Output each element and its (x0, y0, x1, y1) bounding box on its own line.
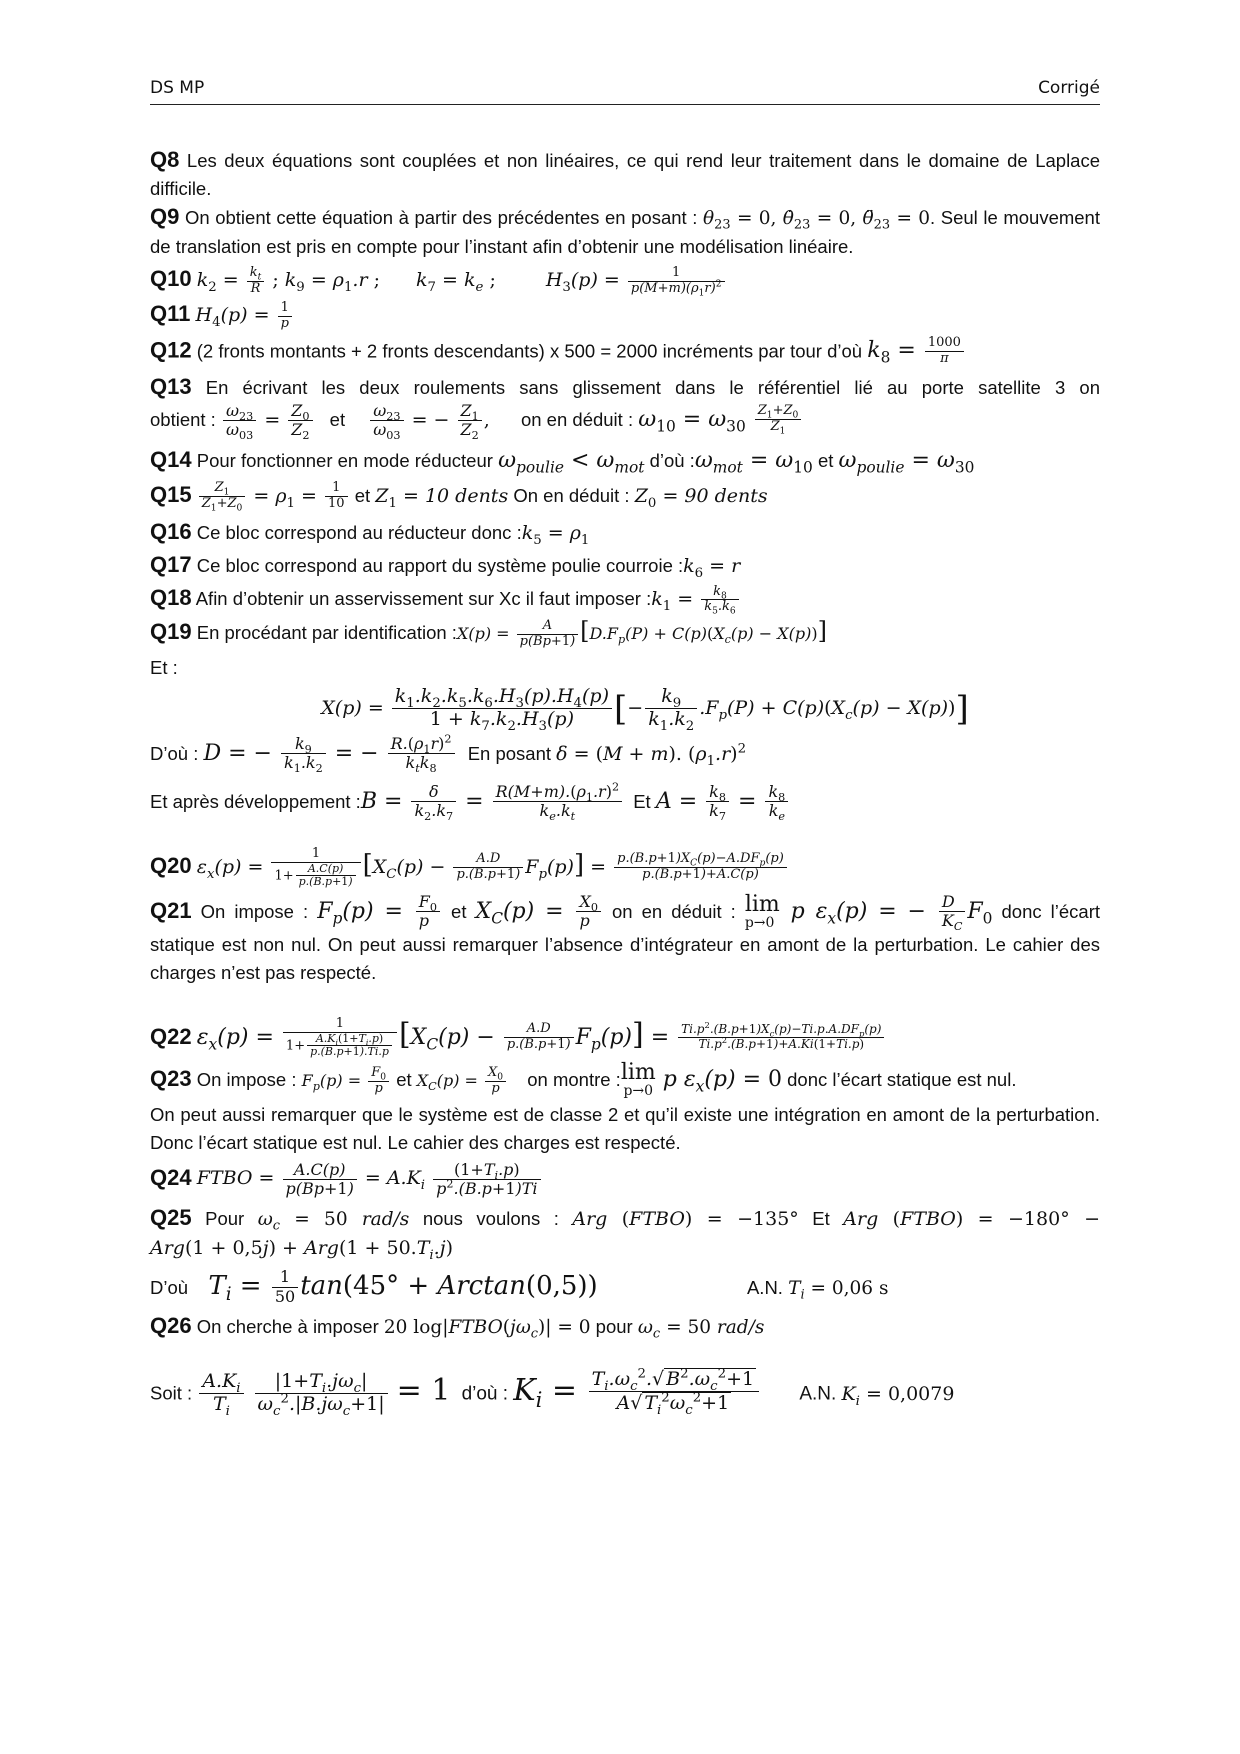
answer-q16 (150, 518, 1100, 547)
answer-q13-cont (150, 400, 1100, 443)
equation-value: −135° (737, 1208, 799, 1231)
answer-text: et (817, 449, 834, 471)
question-label: Q24 (150, 1164, 192, 1190)
question-label: Q22 (150, 1023, 192, 1049)
answer-text: obtient : (150, 408, 216, 430)
answer-text: On peut aussi remarquer que le système est de classe 2 et qu’il existe une intégration en amont de la perturbation. Donc l’écart statique est nul. Le cahier des charges est respecté. (150, 1103, 1100, 1153)
math-formula: $F_p(p)$ = $\frac{F_0}{p}$ (317, 899, 442, 924)
math-formula: Arg (FTBO) = −180° − (843, 1208, 1101, 1231)
math-formula: B = $\frac{\delta}{k_2.k_7}$ = $\frac{R(M+m).(\rho_1.r)^2}{k_e.k_t}$ (361, 789, 624, 814)
answer-q19 (150, 617, 1100, 650)
answer-text: et (396, 1068, 412, 1090)
question-label: Q23 (150, 1065, 192, 1091)
question-label: Q20 (150, 852, 192, 878)
answer-text: On cherche à imposer (196, 1316, 379, 1338)
answer-text: En écrivant les deux roulements sans glissement dans le référentiel lié au porte satellite 3 on (205, 376, 1101, 398)
math-formula: $\omega_{poulie} < \omega_{mot}$ (498, 447, 645, 476)
fraction-numerator: 1000 (925, 336, 964, 352)
math-formula: Arg (FTBO) = −135° (572, 1208, 799, 1231)
answer-q19-dev (150, 780, 1100, 824)
page-header (150, 74, 1100, 105)
math-formula: $K_i = 0,0079$ (841, 1382, 955, 1409)
answer-q19-et (150, 654, 1100, 682)
math-formula: lim p→0 p $\varepsilon_x(p) = 0$ (620, 1059, 782, 1099)
question-label: Q17 (150, 551, 192, 577)
math-formula: $\omega_{poulie} = \omega_{30}$ (838, 447, 975, 476)
answer-text: et (451, 900, 467, 922)
math-formula: D = − $\frac{k_9}{k_1.k_2}$ = − $\frac{R.(\rho_1r)^2}{k_tk_8}$ (203, 741, 456, 766)
math-formula: $\omega_c = 50$ rad/s (637, 1317, 765, 1342)
math-formula: X(p) = $\frac{k_1.k_2.k_5.k_6.H_3(p).H_4(p)}{1 + k_7.k_2.H_3(p)}$ [− $\frac{k_9}{k_1.k_2}$ $.F_p(P) + C(p)(X_c(p) - X(p))$] (321, 685, 969, 734)
math-formula: $\omega_c = 50$ rad/s (257, 1209, 410, 1235)
question-label: Q10 (150, 266, 192, 291)
answer-q25-cont (150, 1234, 1100, 1262)
answer-text: on en déduit : (520, 408, 634, 430)
answer-q12 (150, 336, 1100, 367)
answer-text: Et (633, 790, 651, 812)
answer-text: donc l’écart (1001, 900, 1100, 922)
equation-value: = 90 dents (662, 484, 768, 507)
answer-q25 (150, 1204, 1100, 1234)
math-formula: $X_C(p)$ = $\frac{X_0}{p}$ (417, 1071, 508, 1090)
question-label: Q9 (150, 204, 180, 229)
answer-text: nous voulons : (422, 1208, 559, 1230)
answer-text: on en déduit : (611, 900, 736, 922)
answer-q18 (150, 583, 1100, 618)
answer-text: En posant (467, 742, 552, 764)
answer-q14 (150, 446, 1100, 475)
math-formula: $\omega_{10} = \omega_{30}$ $\frac{Z_1+Z_0}{Z_1}$ (638, 407, 803, 432)
answer-q19-dou (150, 732, 1100, 776)
answer-text: d’où : (649, 449, 695, 471)
question-label: Q15 (150, 481, 192, 507)
question-label: Q13 (150, 373, 192, 399)
answer-text: pour (595, 1316, 633, 1338)
equation-value: = 10 dents (402, 484, 509, 507)
answer-q11 (150, 300, 1100, 331)
math-formula: $\frac{\omega_{23}}{\omega_{03}}$ = $\frac{Z_0}{Z_2}$ (221, 409, 315, 431)
math-formula: lim p→0 p $\varepsilon_x(p)$ = − $\frac{D}{K_C}$ $F_0$ (744, 891, 993, 934)
answer-q26-soit (150, 1366, 1100, 1419)
answer-text: . Seul le mouvement de translation est pris en compte pour l’instant afin d’obtenir une modélisation linéaire. (150, 207, 1100, 257)
answer-text: On en déduit : (513, 484, 630, 506)
question-label: Q26 (150, 1313, 192, 1339)
math-formula: $k_1$ = $\frac{k_8}{k_5.k_6}$ (651, 588, 741, 610)
question-label: Q11 (150, 301, 191, 327)
question-label: Q18 (150, 584, 192, 610)
math-formula: $Arg(1 + 0,5j) + Arg(1 + 50.T_i.j)$ (150, 1237, 454, 1264)
answer-q26 (150, 1312, 1100, 1342)
answer-text: Et : (150, 657, 178, 679)
math-formula: $\frac{Z_1}{Z_1+Z_0}$ = $\rho_1$ = $\frac{1}{10}$ (197, 485, 350, 507)
math-formula: $F_p(p)$ = $\frac{F_0}{p}$ (302, 1071, 391, 1090)
question-label: Q19 (150, 619, 192, 645)
answer-text: D’où (150, 1277, 189, 1299)
answer-text: et (329, 408, 346, 430)
answer-text: Et après développement : (150, 790, 361, 812)
math-formula: $k_8$ = $\frac{1000}{\pi}$ (867, 338, 966, 363)
answer-text: (2 fronts montants + 2 fronts descendants) x 500 = 2000 incréments par tour d’où (196, 340, 863, 362)
answer-text: Et (812, 1208, 830, 1230)
answer-text: D’où : (150, 742, 199, 764)
math-formula: $T_i$ = $\frac{1}{50}$ tan(45° + Arctan(0,5)) (208, 1267, 598, 1306)
header-left: DS MP (150, 78, 205, 98)
math-formula: $\frac{A.K_i}{T_i}$ $\frac{|1+T_i.j\omega_c|}{\omega_c^2.|B.j\omega_c+1|}$ = 1 (197, 1381, 450, 1406)
math-formula: A = $\frac{k_8}{k_7}$ = $\frac{k_8}{k_e}$ (656, 789, 790, 814)
answer-q15 (150, 481, 1100, 512)
math-formula: δ = (M + m). $(\rho_1.r)^2$ (556, 741, 747, 769)
answer-text: on montre : (527, 1068, 621, 1090)
fraction-numerator: 1 (325, 481, 348, 497)
math-formula: 20 $\log|FTBO(j\omega_c)| = 0$ (383, 1317, 591, 1342)
answer-q21-cont (150, 931, 1100, 987)
math-formula: $k_6 = r$ (683, 554, 741, 581)
answer-text: Pour (205, 1208, 245, 1230)
answer-text: Ce bloc correspond au rapport du système poulie courroie : (196, 554, 684, 576)
answer-text: Ce bloc correspond au réducteur donc : (196, 521, 522, 543)
math-formula: $H_4(p)$ = $\frac{1}{p}$ (196, 304, 294, 326)
answer-an-label: A.N. (746, 1277, 783, 1299)
answer-q24 (150, 1161, 1100, 1199)
math-formula: $\varepsilon_x(p)$ = 1 1+ $\frac{A.K_i(1+T_i.p)}{p.(B.p+1).Ti.p}$ [$X_C(p)$ − $\frac{A.D}{p.(B.p+1)}$ $F_p(p)$] = $\frac{Ti.p^2.(B.p+1)X_c(p)-Ti.p.A.DF_p(p)}{Ti.p^2.(B.p+1)+A.Ki(1+Ti.p)}$ (197, 1025, 887, 1050)
answer-q17 (150, 551, 1100, 580)
answer-an-label: A.N. (799, 1383, 837, 1405)
question-label: Q8 (150, 147, 180, 172)
answer-q25-ti (150, 1268, 1100, 1306)
answer-text: Les deux équations sont couplées et non linéaires, ce qui rend leur traitement dans le domaine de Laplace difficile. (150, 150, 1101, 199)
answer-text: statique est non nul. On peut aussi remarquer l’absence d’intégrateur en amont de la perturbation. Le cahier des charges n’est pas respecté. (150, 933, 1100, 983)
answer-q23 (150, 1061, 1100, 1099)
answer-q9 (150, 203, 1100, 261)
answer-q20 (150, 847, 1100, 889)
answer-q13 (150, 373, 1100, 402)
math-formula: $\omega_{mot} = \omega_{10}$ (694, 447, 813, 476)
answer-content (150, 146, 1101, 1419)
answer-text: donc l’écart statique est nul. (787, 1068, 1017, 1090)
header-right: Corrigé (1038, 78, 1100, 98)
answer-text: Afin d’obtenir un asservissement sur Xc il faut imposer : (195, 587, 652, 609)
math-formula: $k_2$ = $\frac{k_t}{R}$ ; $k_9 = \rho_1.r$ ; $k_7 = k_e$ ; $H_3(p)$ = $\frac{1}{p(M+m)(\rho_1r)^2}$ (197, 269, 727, 291)
math-formula: $\theta_{23} = 0$, $\thetȧ_{23} = 0$, $\thetä_{23} = 0$ (703, 208, 931, 233)
question-label: Q16 (150, 518, 192, 544)
math-formula: $X_C(p)$ = $\frac{X_0}{p}$ (476, 899, 603, 924)
math-formula: $k_5 = \rho_1$ (521, 521, 590, 548)
answer-q21 (150, 891, 1100, 934)
question-label: Q14 (150, 446, 192, 472)
math-formula: $\varepsilon_x(p)$ = 1 1+ $\frac{A.C(p)}{p.(B.p+1)}$ [$X_C(p)$ − $\frac{A.D}{p.(B.p+1)}$ $F_p(p)$] = $\frac{p.(B.p+1)X_C(p)-A.DF_p(p)}{p.(B.p+1)+A.C(p)}$ (197, 856, 789, 878)
math-formula: $\frac{\omega_{23}}{\omega_{03}}$ = − $\frac{Z_1}{Z_2}$ , (368, 409, 490, 431)
answer-an-value: 0,06 s (831, 1278, 889, 1300)
math-formula: $Z_1 = 10$ dents (375, 484, 509, 511)
answer-q22 (150, 1017, 1100, 1059)
answer-text: d’où : (461, 1383, 509, 1405)
answer-text: et (354, 484, 371, 506)
answer-text: On impose : (200, 900, 309, 922)
answer-an-value: 0,0079 (887, 1382, 955, 1405)
question-label: Q21 (150, 897, 192, 923)
answer-q23-cont (150, 1101, 1100, 1157)
answer-q8 (150, 146, 1100, 203)
math-formula: $Z_0 = 90$ dents (634, 484, 768, 511)
math-formula: $K_i$ = $\frac{T_i.\omega_c^2.√ B^2.\omega_c^2+1}{A√ T_i^2\omega_c^2+1}$ (513, 1373, 761, 1408)
answer-text: On impose : (196, 1068, 297, 1090)
answer-text: Soit : (150, 1382, 193, 1404)
answer-text: En procédant par identification : (196, 622, 457, 644)
answer-q19-display (150, 685, 1100, 734)
answer-q10 (150, 264, 1100, 299)
math-formula: $T_i = 0,06$ s (788, 1278, 889, 1303)
math-formula: X(p) = $\frac{A}{p(Bp+1)}$ $[D.F_p(P) + C(p)(X_c(p) - X(p))]$ (456, 617, 827, 650)
equation-value: −180° − (1008, 1208, 1101, 1231)
fraction-denominator: 10 (328, 496, 345, 512)
question-label: Q25 (150, 1205, 192, 1231)
answer-text: On obtient cette équation à partir des précédentes en posant : (184, 207, 698, 228)
question-label: Q12 (150, 337, 192, 363)
answer-text: Pour fonctionner en mode réducteur (196, 449, 493, 471)
math-formula: FTBO = $\frac{A.C(p)}{p(Bp+1)}$ = $A.K_i$ $\frac{(1+T_i.p)}{p^2.(B.p+1)Ti}$ (197, 1167, 543, 1189)
